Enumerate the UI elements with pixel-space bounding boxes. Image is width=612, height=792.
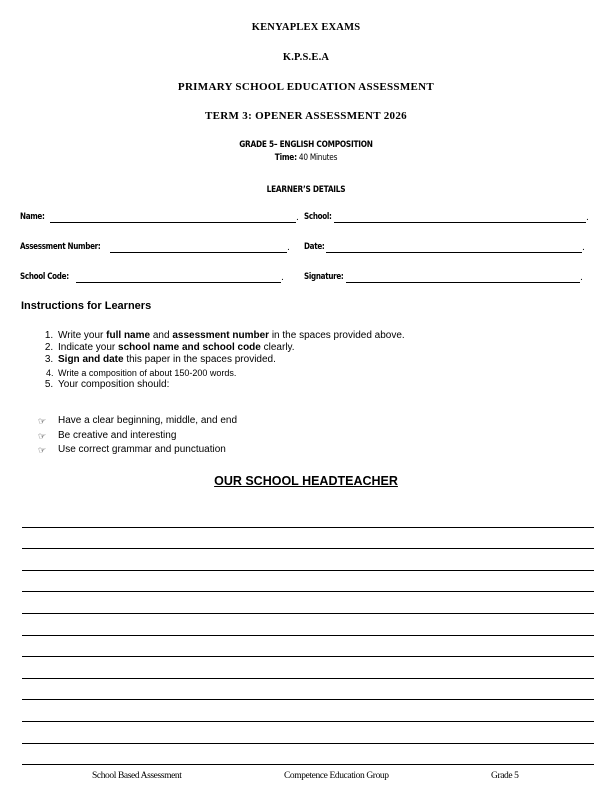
- writing-line[interactable]: [22, 657, 594, 679]
- writing-line[interactable]: [22, 571, 594, 593]
- field-row-code-signature: School Code: . Signature: .: [20, 272, 583, 283]
- footer-right: Grade 5: [491, 771, 519, 781]
- writing-area[interactable]: [22, 506, 594, 765]
- date-field[interactable]: [326, 242, 582, 253]
- signature-field[interactable]: [346, 272, 580, 283]
- pointing-hand-icon: ☞: [38, 445, 47, 455]
- footer-left: School Based Assessment: [92, 771, 182, 781]
- time-label: Time:: [274, 153, 297, 163]
- field-row-name-school: Name: . School: .: [20, 212, 589, 223]
- school-code-label: School Code:: [20, 272, 69, 282]
- signature-label: Signature:: [304, 272, 344, 282]
- composition-title: OUR SCHOOL HEADTEACHER: [214, 474, 398, 488]
- instruction-item: 1. Write your full name and assessment number in the spaces provided above.: [56, 330, 405, 342]
- exam-body-title: KENYAPLEX EXAMS: [251, 22, 361, 33]
- writing-line[interactable]: [22, 528, 594, 550]
- assessment-title: PRIMARY SCHOOL EDUCATION ASSESSMENT: [177, 81, 435, 93]
- writing-line[interactable]: [22, 614, 594, 636]
- learner-details-heading: LEARNER’S DETAILS: [266, 185, 346, 195]
- school-code-field[interactable]: [76, 272, 281, 283]
- writing-line[interactable]: [22, 506, 594, 528]
- composition-criteria-list: [38, 414, 237, 458]
- writing-line[interactable]: [22, 744, 594, 766]
- writing-line[interactable]: [22, 700, 594, 722]
- list-item: ☞ Use correct grammar and punctuation: [38, 443, 237, 458]
- instructions-title: Instructions for Learners: [21, 300, 152, 312]
- school-label: School:: [304, 212, 332, 222]
- pointing-hand-icon: ☞: [38, 416, 47, 426]
- pointing-hand-icon: ☞: [38, 430, 47, 441]
- list-item: ☞ Have a clear beginning, middle, and end: [38, 414, 237, 429]
- writing-line[interactable]: [22, 636, 594, 658]
- name-label: Name:: [20, 212, 45, 222]
- writing-line[interactable]: [22, 722, 594, 744]
- list-item: ☞ Be creative and interesting: [38, 429, 237, 444]
- footer-center: Competence Education Group: [284, 771, 389, 781]
- instruction-item: 5. Your composition should:: [56, 379, 405, 391]
- instruction-item: 2. Indicate your school name and school code clearly.: [56, 342, 405, 354]
- instruction-item: 3. Sign and date this paper in the spaces provided.: [56, 354, 405, 366]
- term-title: TERM 3: OPENER ASSESSMENT 2026: [205, 110, 407, 122]
- writing-line[interactable]: [22, 549, 594, 571]
- instruction-item: 4. Write a composition of about 150-200 words.: [56, 367, 405, 379]
- instructions-list: [22, 330, 405, 391]
- time-value: 40 Minutes: [298, 153, 338, 163]
- writing-line[interactable]: [22, 679, 594, 701]
- time-line: [55, 153, 557, 163]
- name-field[interactable]: [50, 212, 296, 223]
- school-field[interactable]: [334, 212, 586, 223]
- board-title: K.P.S.E.A: [282, 52, 330, 63]
- writing-line[interactable]: [22, 592, 594, 614]
- subject-title: GRADE 5– ENGLISH COMPOSITION: [239, 140, 373, 150]
- assessment-number-field[interactable]: [110, 242, 287, 253]
- assessment-number-label: Assessment Number:: [20, 242, 101, 252]
- field-row-assessment-date: Assessment Number: . Date: .: [20, 242, 585, 253]
- date-label: Date:: [304, 242, 325, 252]
